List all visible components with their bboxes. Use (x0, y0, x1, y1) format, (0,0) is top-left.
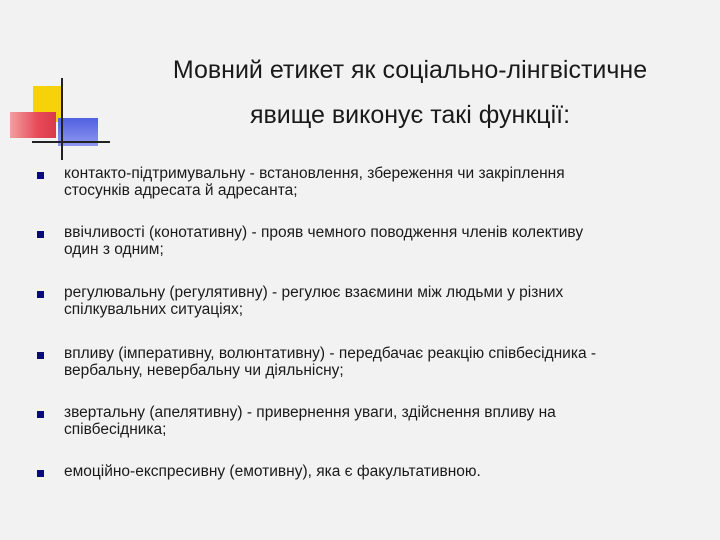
bullet-line-1: впливу (імперативну, волюнтативну) - передбачає реакцію співбесідника - (64, 345, 597, 362)
bullet-line-2: співбесідника; (64, 421, 167, 438)
bullet-line-2: спілкувальних ситуаціях; (64, 301, 244, 318)
bullet-square-icon (37, 291, 44, 298)
bullet-line-2: стосунків адресата й адресанта; (64, 182, 298, 199)
bullet-square-icon (37, 411, 44, 418)
bullet-line-1: ввічливості (конотативну) - прояв чемного поводження членів колективу (64, 224, 584, 241)
bullet-line-2: вербальну, невербальну чи діяльнісну; (64, 362, 344, 379)
title-line-1: Мовний етикет як соціально-лінгвістичне (172, 56, 648, 84)
bullet-text (64, 404, 704, 438)
bullet-line-1: звертальну (апелятивну) - привернення уваги, здійснення впливу на (64, 404, 556, 421)
bullet-square-icon (37, 352, 44, 359)
title-line-2: явище виконує такі функції: (249, 101, 571, 129)
bullet-line-1: регулювальну (регулятивну) - регулює взаємини між людьми у різних (64, 284, 564, 301)
bullet-square-icon (37, 231, 44, 238)
bullet-line-1: емоційно-експресивну (емотивну), яка є факультативною. (64, 463, 481, 480)
bullet-square-icon (37, 172, 44, 179)
bullet-text (64, 165, 704, 199)
bullet-line-2: один з одним; (64, 241, 164, 258)
bullet-text (64, 224, 704, 258)
bullet-text (64, 284, 704, 318)
bullet-text (64, 345, 704, 379)
bullet-square-icon (37, 470, 44, 477)
bullet-text (64, 463, 704, 480)
bullet-line-1: контакто-підтримувальну - встановлення, збереження чи закріплення (64, 165, 565, 182)
